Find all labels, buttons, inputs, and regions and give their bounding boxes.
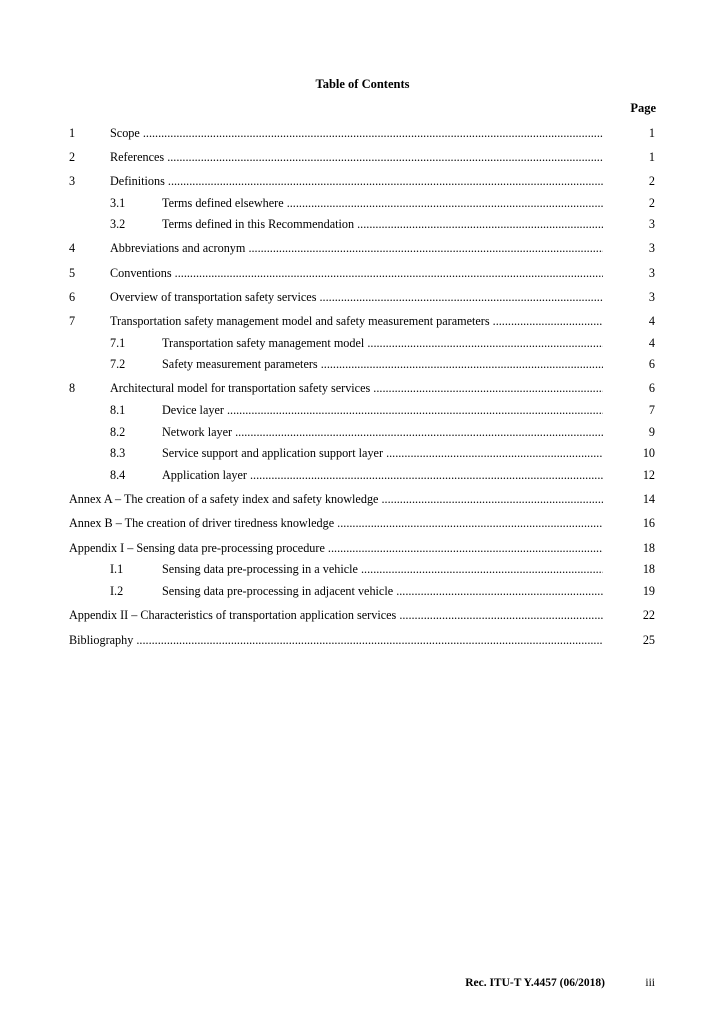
toc-entry-title: Safety measurement parameters .....	[162, 356, 603, 372]
toc-entry-title: Appendix I – Sensing data pre-processing procedure .....	[69, 540, 603, 556]
toc-entry-title: Bibliography .....	[69, 632, 603, 648]
toc-entry-5[interactable]	[0, 265, 725, 281]
toc-entry-page: 3	[648, 241, 655, 255]
toc-entry-2[interactable]	[0, 149, 725, 165]
toc-entry-page: 6	[648, 357, 655, 371]
toc-entry-1[interactable]	[0, 125, 725, 141]
toc-entry-appendix-i[interactable]	[0, 540, 725, 556]
toc-entry-8[interactable]	[0, 380, 725, 396]
toc-entry-title: Transportation safety management model .....	[162, 335, 603, 351]
toc-entry-7-1[interactable]	[0, 335, 725, 351]
page-footer	[0, 975, 725, 991]
toc-entry-title: Scope .....	[110, 125, 603, 141]
toc-entry-page: 3	[648, 290, 655, 304]
toc-entry-number: 8	[69, 381, 76, 395]
toc-entry-page: 9	[648, 425, 655, 439]
toc-entry-bibliography[interactable]	[0, 632, 725, 648]
toc-entry-page: 6	[648, 381, 655, 395]
toc-entry-number: 3.2	[110, 217, 126, 231]
toc-entry-3-2[interactable]	[0, 216, 725, 232]
toc-entry-page: 2	[648, 196, 655, 210]
toc-entry-page: 18	[642, 541, 655, 555]
toc-entry-number: 3	[69, 174, 76, 188]
toc-entry-7[interactable]	[0, 313, 725, 329]
toc-entry-number: 2	[69, 150, 76, 164]
toc-entry-page: 25	[642, 633, 655, 647]
toc-entry-page: 3	[648, 266, 655, 280]
toc-entry-number: 3.1	[110, 196, 126, 210]
toc-entry-3-1[interactable]	[0, 195, 725, 211]
toc-entry-title: Definitions .....	[110, 173, 603, 189]
toc-entry-8-1[interactable]	[0, 402, 725, 418]
toc-entry-number: 1	[69, 126, 76, 140]
toc-entry-title: Abbreviations and acronym .....	[110, 240, 603, 256]
toc-entry-title: Service support and application support layer .....	[162, 445, 603, 461]
toc-entry-annex-b[interactable]	[0, 515, 725, 531]
toc-entry-title: Conventions .....	[110, 265, 603, 281]
toc-entry-title: Transportation safety management model and safety measurement parameters .....	[110, 313, 603, 329]
toc-entry-title: Sensing data pre-processing in a vehicle .....	[162, 561, 603, 577]
page-number: iii	[645, 977, 655, 989]
toc-entry-title: Application layer .....	[162, 467, 603, 483]
toc-entry-page: 19	[642, 584, 655, 598]
toc-entry-page: 16	[642, 516, 655, 530]
page-column-header: Page	[630, 101, 656, 115]
toc-entry-3[interactable]	[0, 173, 725, 189]
toc-entry-page: 18	[642, 562, 655, 576]
toc-entry-4[interactable]	[0, 240, 725, 256]
toc-entry-appendix-ii[interactable]	[0, 607, 725, 623]
toc-entry-number: 8.1	[110, 403, 126, 417]
toc-entry-number: I.2	[110, 584, 124, 598]
toc-entry-number: 7.2	[110, 357, 126, 371]
toc-entry-title: Terms defined elsewhere .....	[162, 195, 603, 211]
toc-entry-annex-a[interactable]	[0, 491, 725, 507]
toc-entry-title: Terms defined in this Recommendation .....	[162, 216, 603, 232]
toc-entry-number: 6	[69, 290, 76, 304]
toc-entry-page: 1	[648, 150, 655, 164]
toc-entry-6[interactable]	[0, 289, 725, 305]
toc-entry-page: 22	[642, 608, 655, 622]
toc-entry-title: Sensing data pre-processing in adjacent vehicle .....	[162, 583, 603, 599]
toc-entry-title: Annex B – The creation of driver tiredness knowledge .....	[69, 515, 603, 531]
toc-title: Table of Contents	[315, 77, 410, 91]
toc-entry-title: References .....	[110, 149, 603, 165]
toc-entry-page: 1	[648, 126, 655, 140]
toc-entry-page: 3	[648, 217, 655, 231]
toc-entry-title: Network layer .....	[162, 424, 603, 440]
toc-entry-page: 2	[648, 174, 655, 188]
toc-entry-title: Annex A – The creation of a safety index and safety knowledge .....	[69, 491, 603, 507]
toc-entry-page: 4	[648, 314, 655, 328]
toc-entry-title: Architectural model for transportation safety services .....	[110, 380, 603, 396]
toc-entry-number: I.1	[110, 562, 124, 576]
toc-entry-title: Overview of transportation safety services .....	[110, 289, 603, 305]
toc-entry-number: 8.2	[110, 425, 126, 439]
toc-entry-number: 8.4	[110, 468, 126, 482]
toc-entry-8-4[interactable]	[0, 467, 725, 483]
toc-entry-i-1[interactable]	[0, 561, 725, 577]
toc-entry-7-2[interactable]	[0, 356, 725, 372]
toc-entry-title: Appendix II – Characteristics of transportation application services .....	[69, 607, 603, 623]
toc-entry-8-3[interactable]	[0, 445, 725, 461]
toc-entry-number: 7	[69, 314, 76, 328]
toc-entry-number: 8.3	[110, 446, 126, 460]
toc-entry-page: 4	[648, 336, 655, 350]
toc-entry-page: 7	[648, 403, 655, 417]
toc-entry-page: 10	[642, 446, 655, 460]
toc-entry-page: 12	[642, 468, 655, 482]
toc-entry-title: Device layer .....	[162, 402, 603, 418]
toc-entry-8-2[interactable]	[0, 424, 725, 440]
toc-entry-i-2[interactable]	[0, 583, 725, 599]
toc-entry-number: 4	[69, 241, 76, 255]
toc-entry-page: 14	[642, 492, 655, 506]
toc-entry-number: 5	[69, 266, 76, 280]
toc-entry-number: 7.1	[110, 336, 126, 350]
recommendation-reference: Rec. ITU-T Y.4457 (06/2018)	[465, 977, 605, 989]
